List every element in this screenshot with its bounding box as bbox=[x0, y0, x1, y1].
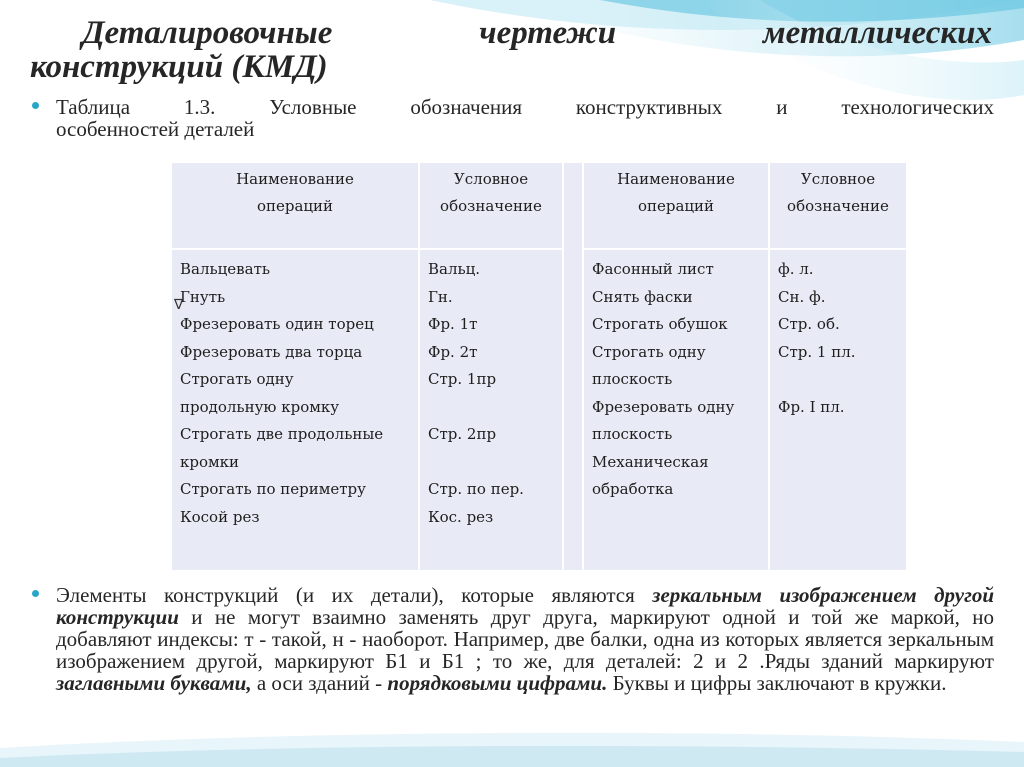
header-text: обозначение bbox=[787, 197, 889, 215]
operation-symbol: Стр. 1пр bbox=[428, 370, 497, 388]
operation-name: Механическая bbox=[592, 452, 709, 471]
operation-name: кромки bbox=[180, 452, 240, 471]
operation-symbol: Фр. 2т bbox=[428, 342, 478, 361]
title-line-1: Деталировочные чертежи металлических bbox=[82, 15, 992, 51]
operation-name: Строгать одну bbox=[180, 370, 294, 388]
operation-symbol: ф. л. bbox=[778, 260, 814, 278]
operation-symbol: Стр. 1 пл. bbox=[778, 342, 856, 361]
caption-line-2: особенностей деталей bbox=[56, 117, 255, 141]
header-text: Условное bbox=[800, 170, 876, 188]
operation-symbol: Фр. I пл. bbox=[778, 397, 845, 416]
cell-operations-left bbox=[171, 249, 419, 571]
header-text: операций bbox=[637, 197, 715, 215]
header-text: операций bbox=[256, 197, 334, 215]
operation-name: Снять фаски bbox=[592, 287, 693, 306]
header-text: Наименование bbox=[617, 170, 735, 188]
operation-name: Строгать одну bbox=[592, 342, 706, 361]
operation-symbol: Стр. по пер. bbox=[428, 480, 524, 498]
stray-nabla-mark: ∇ bbox=[174, 297, 184, 313]
bullet-dot-icon bbox=[32, 590, 39, 597]
bullet-dot-icon bbox=[32, 102, 39, 109]
operation-symbol: Вальц. bbox=[428, 260, 481, 278]
header-symbol-left bbox=[419, 162, 563, 249]
operation-name: Гнуть bbox=[180, 287, 226, 306]
operation-symbol: Кос. рез bbox=[428, 507, 494, 526]
table-gap-column bbox=[563, 162, 583, 571]
caption-line-1: Таблица 1.3. Условные обозначения конструктивных и технологических bbox=[56, 95, 994, 119]
header-text: Наименование bbox=[236, 170, 354, 188]
title-line-2: конструкций (КМД) bbox=[30, 49, 328, 85]
operation-name: Фрезеровать один торец bbox=[180, 315, 374, 333]
operation-name: Строгать две продольные bbox=[180, 425, 384, 443]
table-body-row bbox=[171, 249, 907, 571]
operation-name: Строгать по периметру bbox=[180, 480, 366, 498]
paragraph-text-2: и не могут взаимно заменять друг друга, маркируют одной и той же маркой, но добавляют индексы: т - такой, н - наоборот. Например, две балки, одна из которых является зеркальным изображением другой, маркируют Б1 и Б1 ; то же, для деталей: 2 и 2 .Ряды зданий маркируют bbox=[56, 605, 994, 673]
operation-symbol: Стр. об. bbox=[778, 315, 840, 333]
operation-symbol: Фр. 1т bbox=[428, 315, 478, 333]
cell-symbols-right bbox=[769, 249, 907, 571]
paragraph-text-3: а оси зданий - bbox=[251, 671, 388, 695]
table-caption bbox=[56, 96, 994, 140]
operation-symbol bbox=[428, 394, 554, 422]
operation-name: Косой рез bbox=[180, 507, 260, 526]
paragraph-text-1: Элементы конструкций (и их детали), которые являются bbox=[56, 583, 653, 607]
operation-name: продольную кромку bbox=[180, 397, 340, 416]
operation-name: обработка bbox=[592, 480, 674, 498]
header-text: обозначение bbox=[440, 197, 542, 215]
cell-symbols-left bbox=[419, 249, 563, 571]
cell-operations-right bbox=[583, 249, 769, 571]
paragraph-emphasis-1: зеркальным изображением другой конструкции bbox=[56, 583, 994, 629]
operation-symbol bbox=[778, 366, 898, 394]
paragraph-emphasis-2: заглавными буквами, bbox=[56, 671, 252, 695]
body-paragraph bbox=[56, 584, 994, 694]
header-operations-right bbox=[583, 162, 769, 249]
header-symbol-right bbox=[769, 162, 907, 249]
operation-symbol bbox=[428, 449, 554, 477]
paragraph-emphasis-3: порядковыми цифрами. bbox=[387, 671, 608, 695]
operation-name: Фрезеровать два торца bbox=[180, 342, 363, 361]
paragraph-text-4: Буквы и цифры заключают в кружки. bbox=[607, 671, 947, 695]
operation-name: Вальцевать bbox=[180, 260, 271, 278]
slide-title bbox=[30, 16, 992, 84]
operation-symbol: Гн. bbox=[428, 287, 453, 306]
operations-table bbox=[170, 161, 908, 572]
operation-name: плоскость bbox=[592, 425, 673, 443]
operation-name: Строгать обушок bbox=[592, 315, 728, 333]
header-text: Условное bbox=[453, 170, 529, 188]
operation-name: Фасонный лист bbox=[592, 260, 714, 278]
header-operations-left bbox=[171, 162, 419, 249]
table-header-row bbox=[171, 162, 907, 249]
operation-symbol: Стр. 2пр bbox=[428, 425, 497, 443]
operation-name: плоскость bbox=[592, 370, 673, 388]
operation-name: Фрезеровать одну bbox=[592, 397, 735, 416]
operation-symbol: Сн. ф. bbox=[778, 287, 826, 306]
